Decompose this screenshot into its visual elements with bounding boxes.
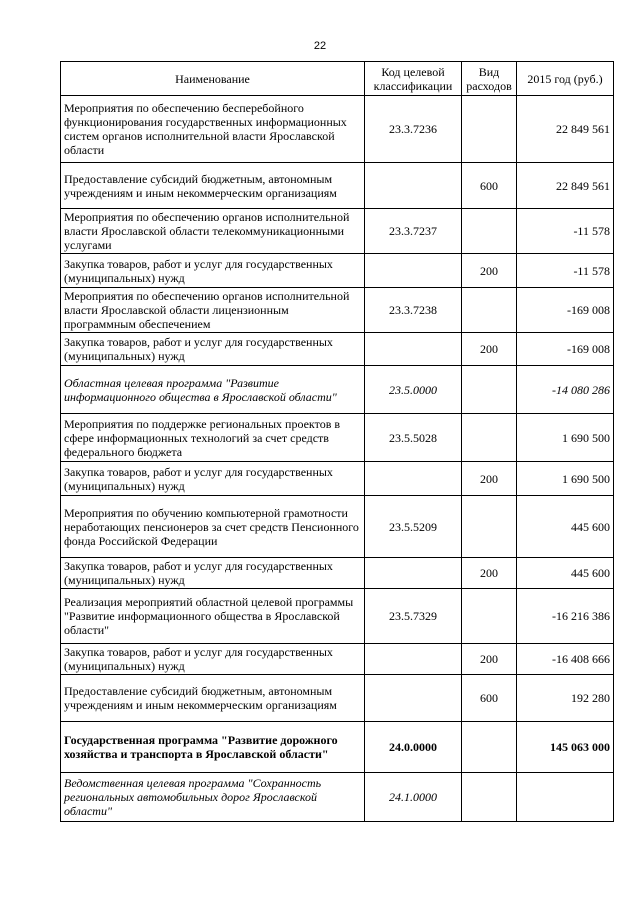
cell-name: Ведомственная целевая программа "Сохранность региональных автомобильных дорог Ярославской области"	[61, 773, 365, 822]
cell-code: 23.5.5028	[365, 414, 462, 462]
cell-code: 23.3.7237	[365, 209, 462, 254]
table-row	[61, 722, 614, 773]
cell-amount: -14 080 286	[517, 366, 614, 414]
cell-amount: -11 578	[517, 209, 614, 254]
cell-name: Мероприятия по обеспечению органов исполнительной власти Ярославской области телекоммуникационными услугами	[61, 209, 365, 254]
table-row	[61, 288, 614, 333]
table-row	[61, 558, 614, 589]
cell-kind	[462, 773, 517, 822]
cell-kind: 200	[462, 254, 517, 288]
header-name: Наименование	[61, 62, 365, 96]
cell-name: Реализация мероприятий областной целевой программы "Развитие информационного общества в Ярославской области"	[61, 589, 365, 644]
cell-name: Мероприятия по обучению компьютерной грамотности неработающих пенсионеров за счет средств Пенсионного фонда Российской Федерации	[61, 496, 365, 558]
header-amount: 2015 год (руб.)	[517, 62, 614, 96]
cell-name: Предоставление субсидий бюджетным, автономным учреждениям и иным некоммерческим организациям	[61, 675, 365, 722]
table-row	[61, 209, 614, 254]
cell-kind	[462, 589, 517, 644]
cell-amount: -16 216 386	[517, 589, 614, 644]
cell-kind	[462, 209, 517, 254]
cell-amount: 22 849 561	[517, 163, 614, 209]
page-number: 22	[313, 40, 327, 52]
cell-kind	[462, 414, 517, 462]
cell-name: Закупка товаров, работ и услуг для государственных (муниципальных) нужд	[61, 333, 365, 366]
cell-amount: -16 408 666	[517, 644, 614, 675]
cell-kind: 200	[462, 333, 517, 366]
cell-amount: 22 849 561	[517, 96, 614, 163]
cell-code: 23.5.0000	[365, 366, 462, 414]
cell-name: Закупка товаров, работ и услуг для государственных (муниципальных) нужд	[61, 558, 365, 589]
cell-name: Мероприятия по поддержке региональных проектов в сфере информационных технологий за счет средств федерального бюджета	[61, 414, 365, 462]
table-row	[61, 675, 614, 722]
cell-name: Закупка товаров, работ и услуг для государственных (муниципальных) нужд	[61, 462, 365, 496]
cell-kind	[462, 366, 517, 414]
cell-amount: 1 690 500	[517, 414, 614, 462]
table-row	[61, 254, 614, 288]
cell-amount: 445 600	[517, 496, 614, 558]
cell-amount: 1 690 500	[517, 462, 614, 496]
cell-amount: -169 008	[517, 333, 614, 366]
cell-name: Закупка товаров, работ и услуг для государственных (муниципальных) нужд	[61, 644, 365, 675]
cell-name: Закупка товаров, работ и услуг для государственных (муниципальных) нужд	[61, 254, 365, 288]
table-row	[61, 333, 614, 366]
cell-kind	[462, 288, 517, 333]
cell-code	[365, 333, 462, 366]
cell-kind	[462, 722, 517, 773]
cell-name: Мероприятия по обеспечению органов исполнительной власти Ярославской области лицензионным программным обеспечением	[61, 288, 365, 333]
table-row	[61, 163, 614, 209]
cell-name: Предоставление субсидий бюджетным, автономным учреждениям и иным некоммерческим организациям	[61, 163, 365, 209]
cell-kind: 200	[462, 558, 517, 589]
cell-name: Мероприятия по обеспечению бесперебойного функционирования государственных информационных систем органов исполнительной власти Ярославской области	[61, 96, 365, 163]
cell-code: 23.3.7238	[365, 288, 462, 333]
cell-name: Государственная программа "Развитие дорожного хозяйства и транспорта в Ярославской области"	[61, 722, 365, 773]
cell-code: 24.1.0000	[365, 773, 462, 822]
budget-table	[60, 61, 614, 822]
cell-amount: 192 280	[517, 675, 614, 722]
cell-amount: 445 600	[517, 558, 614, 589]
header-code: Код целевой классификации	[365, 62, 462, 96]
cell-kind: 600	[462, 163, 517, 209]
cell-kind: 200	[462, 644, 517, 675]
cell-code: 24.0.0000	[365, 722, 462, 773]
cell-amount	[517, 773, 614, 822]
table-header-row	[61, 62, 614, 96]
cell-code: 23.3.7236	[365, 96, 462, 163]
table-row	[61, 496, 614, 558]
cell-code: 23.5.5209	[365, 496, 462, 558]
cell-code: 23.5.7329	[365, 589, 462, 644]
cell-code	[365, 675, 462, 722]
cell-kind	[462, 496, 517, 558]
cell-kind: 600	[462, 675, 517, 722]
table-row	[61, 462, 614, 496]
table-row	[61, 773, 614, 822]
table-row	[61, 366, 614, 414]
cell-amount: -169 008	[517, 288, 614, 333]
cell-amount: -11 578	[517, 254, 614, 288]
header-kind: Вид расходов	[462, 62, 517, 96]
cell-code	[365, 254, 462, 288]
table-row	[61, 644, 614, 675]
cell-code	[365, 558, 462, 589]
table-row	[61, 589, 614, 644]
table-row	[61, 414, 614, 462]
cell-code	[365, 163, 462, 209]
cell-amount: 145 063 000	[517, 722, 614, 773]
cell-kind	[462, 96, 517, 163]
cell-code	[365, 462, 462, 496]
cell-name: Областная целевая программа "Развитие информационного общества в Ярославской области"	[61, 366, 365, 414]
table-body	[61, 96, 614, 822]
cell-kind: 200	[462, 462, 517, 496]
table-row	[61, 96, 614, 163]
cell-code	[365, 644, 462, 675]
